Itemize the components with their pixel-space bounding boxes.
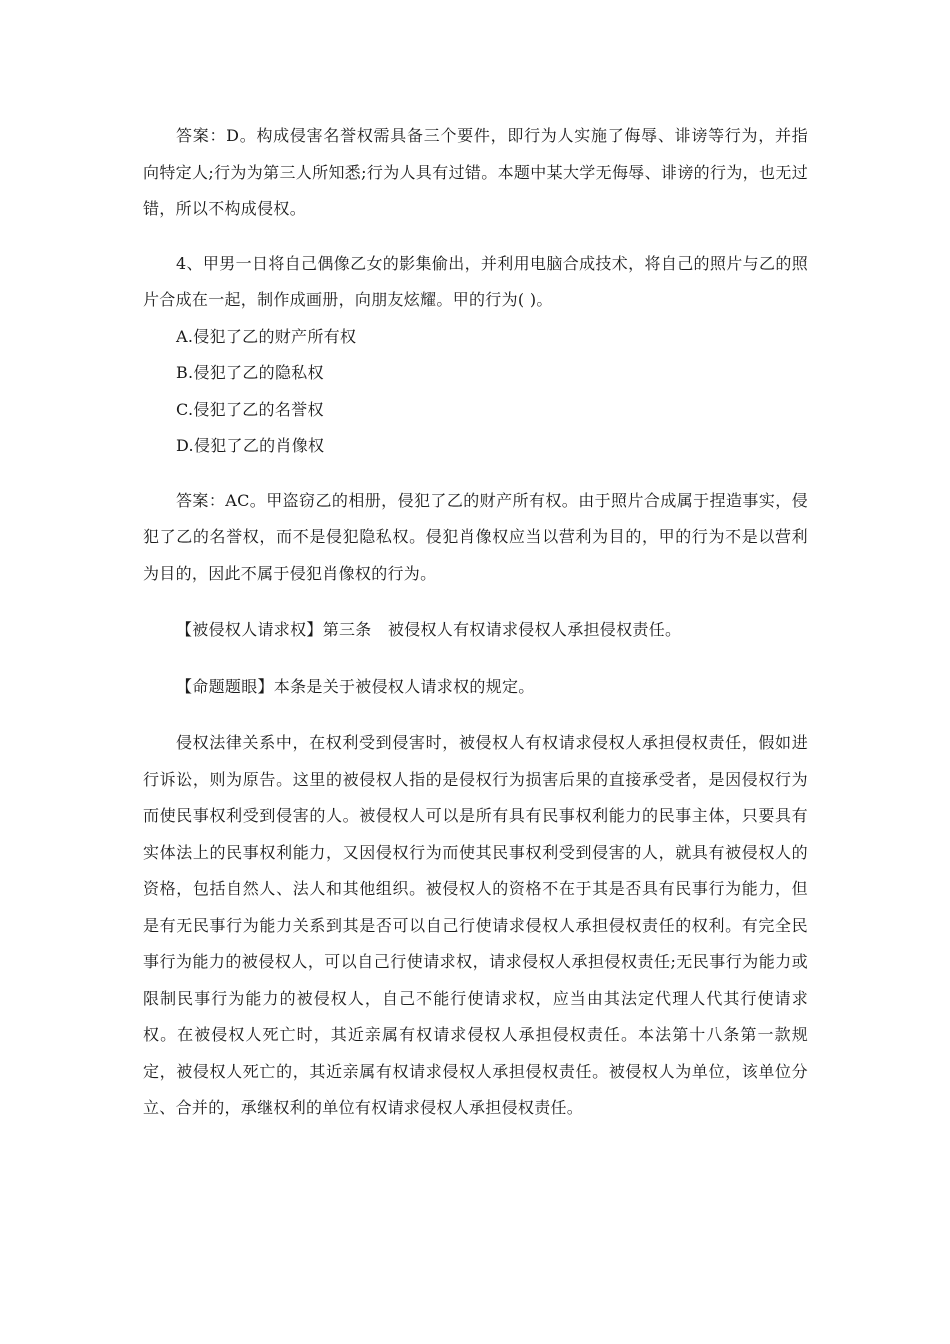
exam-focus: 【命题题眼】本条是关于被侵权人请求权的规定。 — [176, 676, 535, 696]
answer-paragraph-q3: 答案：D。构成侵害名誉权需具备三个要件，即行为人实施了侮辱、诽谤等行为，并指向特定人;行为为第三人所知悉;行为人具有过错。本题中某大学无侮辱、诽谤的行为，也无过错，所以不构成侵权。 — [143, 126, 808, 218]
answer-paragraph-q4: 答案：AC。甲盗窃乙的相册，侵犯了乙的财产所有权。由于照片合成属于捏造事实，侵犯了乙的名誉权，而不是侵犯隐私权。侵犯肖像权应当以营利为目的，甲的行为不是以营利为目的，因此不属于侵犯肖像权的行为。 — [143, 490, 808, 583]
question-4: 4、甲男一日将自己偶像乙女的影集偷出，并利用电脑合成技术，将自己的照片与乙的照片合成在一起，制作成画册，向朋友炫耀。甲的行为( )。 — [143, 253, 808, 309]
article-3-heading: 【被侵权人请求权】第三条 被侵权人有权请求侵权人承担侵权责任。 — [176, 620, 682, 639]
explanation-paragraph: 侵权法律关系中，在权利受到侵害时，被侵权人有权请求侵权人承担侵权责任，假如进行诉讼，则为原告。这里的被侵权人指的是侵权行为损害后果的直接承受者，是因侵权行为而使民事权利受到侵害的人。被侵权人可以是所有具有民事权利能力的民事主体，只要具有实体法上的民事权利能力，又因侵权行为而使其民事权利受到侵害的人，就具有被侵权人的资格，包括自然人、法人和其他组织。被侵权人的资格不在于其是否具有民事行为能力，但是有无民事行为能力关系到其是否可以自己行使请求侵权人承担侵权责任的权利。有完全民事行为能力的被侵权人，可以自己行使请求权，请求侵权人承担侵权责任;无民事行为能力或限制民事行为能力的被侵权人，自己不能行使请求权，应当由其法定代理人代其行使请求权。在被侵权人死亡时，其近亲属有权请求侵权人承担侵权责任。本法第十八条第一款规定，被侵权人死亡的，其近亲属有权请求侵权人承担侵权责任。被侵权人为单位，该单位分立、合并的，承继权利的单位有权请求侵权人承担侵权责任。 — [143, 733, 808, 1117]
option-a: A.侵犯了乙的财产所有权 — [176, 326, 357, 346]
option-c: C.侵犯了乙的名誉权 — [176, 399, 324, 419]
option-d: D.侵犯了乙的肖像权 — [176, 436, 325, 455]
document-page — [143, 118, 808, 1127]
option-b: B.侵犯了乙的隐私权 — [176, 363, 324, 382]
